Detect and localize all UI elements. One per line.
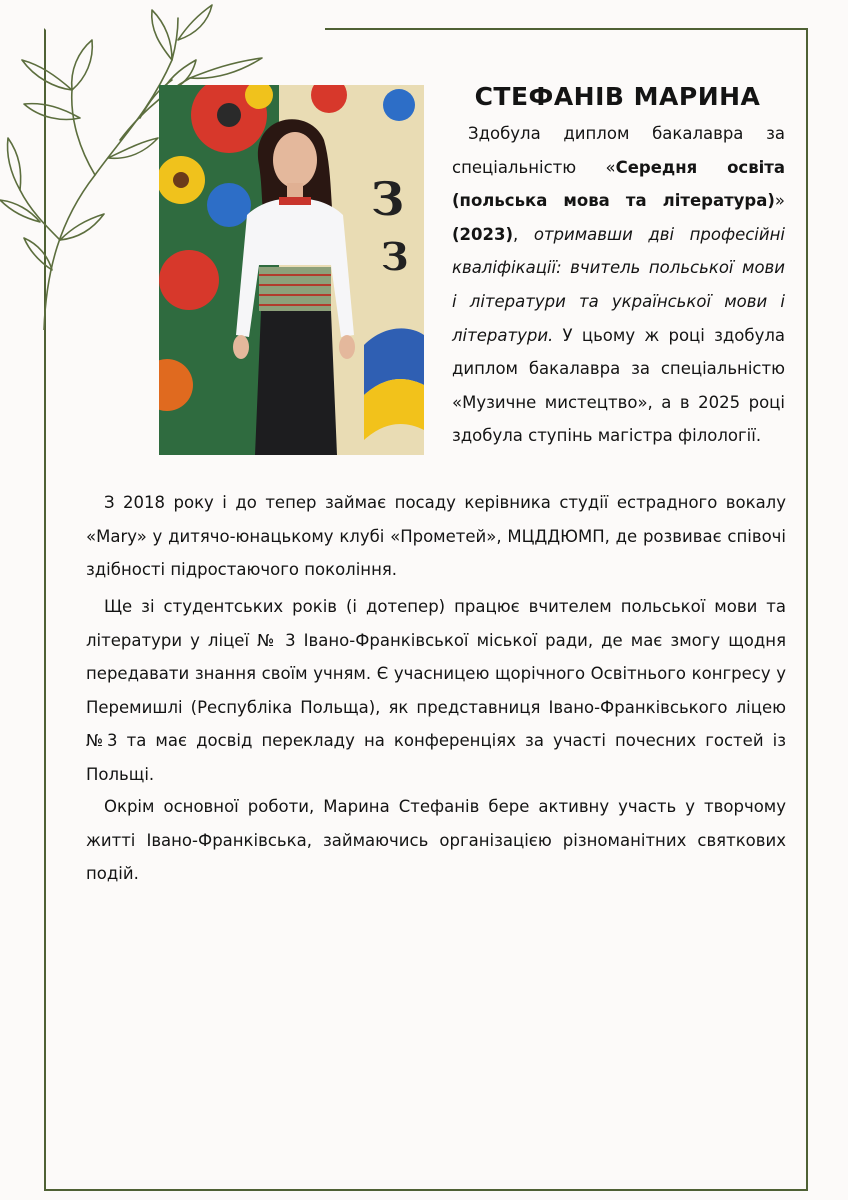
intro-year: (2023) [452, 224, 514, 244]
intro-text-3: , [513, 224, 534, 244]
intro-text-4: У цьому ж році здобула диплом бакалавра за спеціальністю «Музичне мистецтво», а в 2025 році здобула ступінь магістра філології. [452, 325, 785, 446]
intro-text-1: Здобула диплом бакалавра за спеціальністю « [452, 124, 785, 177]
intro-qualifications: отримавши дві професійні кваліфікації: вчитель польської мови і літератури та української мови і літератури. [452, 224, 785, 345]
svg-text:З: З [381, 234, 409, 279]
intro-specialty: Середня освіта (польська мова та література) [452, 157, 785, 211]
intro-paragraph [452, 117, 785, 453]
paragraph-vocal-studio: З 2018 року і до тепер займає посаду керівника студії естрадного вокалу «Mary» у дитячо-юнацькому клубі «Прометей», МЦДДЮМП, де розвиває співочі здібності підростаючого покоління. [86, 493, 786, 580]
portrait-illustration [159, 85, 424, 455]
paragraph-teaching: Ще зі студентських років (і дотепер) працює вчителем польської мови та літератури у ліцеї № 3 Івано-Франківської міської ради, де має змогу щодня передавати знання своїм учням. Є учасницею щорічного Освітнього конгресу у Перемишлі (Республіка Польща), як представниця Івано-Франківського ліцею №3 та має досвід перекладу на конференціях за участі почесних гостей із Польщі. [86, 597, 786, 784]
portrait-photo [159, 85, 424, 455]
intro-text-2: » [774, 191, 785, 211]
svg-text:З: З [371, 172, 405, 226]
paragraph-creative-life: Окрім основної роботи, Марина Стефанів бере активну участь у творчому житті Івано-Франківська, займаючись організацією різноманітних святкових подій. [86, 797, 786, 884]
page-title: СТЕФАНІВ МАРИНА [474, 82, 761, 111]
